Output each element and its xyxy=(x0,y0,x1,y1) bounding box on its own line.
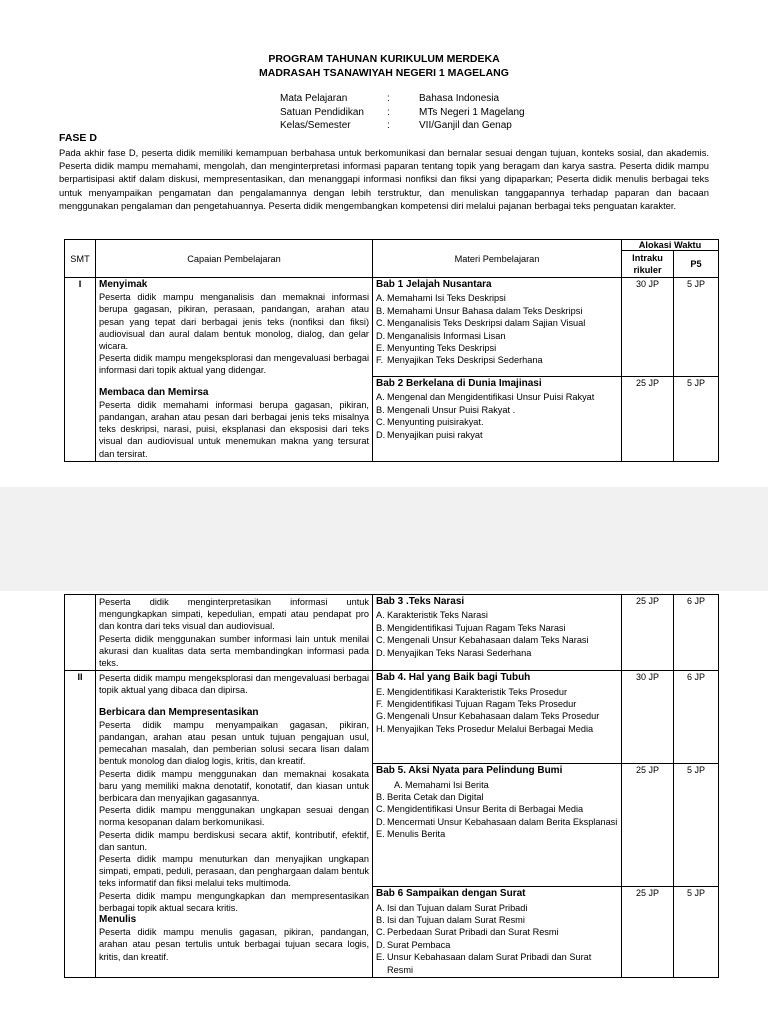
item-letter: B. xyxy=(376,404,385,415)
meta-value: MTs Negeri 1 Magelang xyxy=(419,106,525,118)
header-capaian: Capaian Pembelajaran xyxy=(96,240,373,278)
list-item xyxy=(376,926,618,938)
doc-title-line2: MADRASAH TSANAWIYAH NEGERI 1 MAGELANG xyxy=(259,67,509,79)
capaian-para: Peserta didik mampu menulis gagasan, pikiran, pandangan, arahan atau pesan tertulis untuk berbagai tujuan secara logis, kritis, dan kreatif. xyxy=(99,927,369,962)
item-letter: E. xyxy=(376,829,385,840)
meta-row xyxy=(280,92,525,106)
item-letter: A. xyxy=(376,392,385,403)
program-table-page2 xyxy=(64,594,719,978)
item-letter: C. xyxy=(376,417,386,428)
list-item xyxy=(376,723,618,735)
item-text: Surat Pembaca xyxy=(387,939,451,950)
item-text: Mengidentifikasi Tujuan Ragam Teks Narasi xyxy=(387,622,566,633)
table-row xyxy=(65,671,719,764)
item-text: Karakteristik Teks Narasi xyxy=(387,610,488,621)
capaian-para: Peserta didik mampu berdiskusi secara aktif, kontributif, efektif, dan santun. xyxy=(99,829,369,852)
item-letter: D. xyxy=(376,330,386,341)
header-smt: SMT xyxy=(65,240,96,278)
item-text: Mengenali Unsur Puisi Rakyat . xyxy=(387,404,516,415)
item-letter: B. xyxy=(376,622,385,633)
materi-list xyxy=(376,292,618,366)
capaian-para: Peserta didik mampu mengeksplorasi dan mengevaluasi berbagai topik aktual yang dibaca dan dipirsa. xyxy=(99,673,369,696)
materi-list xyxy=(376,686,618,736)
item-letter: D. xyxy=(376,647,386,658)
item-text: Unsur Kebahasaan dalam Surat Pribadi dan Surat Resmi xyxy=(387,952,592,975)
list-item xyxy=(376,416,618,428)
item-letter: B. xyxy=(376,305,385,316)
list-item xyxy=(376,710,618,722)
item-letter: A. xyxy=(394,779,403,790)
item-letter: D. xyxy=(376,429,386,440)
item-letter: F. xyxy=(376,355,384,366)
item-text: Memahami Isi Teks Deskripsi xyxy=(387,293,506,304)
materi-cell xyxy=(373,377,622,462)
list-item xyxy=(376,816,618,828)
item-text: Mengidentifikasi Unsur Berita di Berbagai Media xyxy=(387,804,584,815)
list-item xyxy=(376,698,618,710)
p5-cell: 5 JP xyxy=(674,377,719,462)
item-text: Mengenali Unsur Kebahasaan dalam Teks Narasi xyxy=(387,635,589,646)
capaian-para: Peserta didik mampu mengungkapkan dan mempresentasikan berbagai topik aktual secara kritis. xyxy=(99,890,369,913)
bab-title: Bab 1 Jelajah Nusantara xyxy=(376,279,492,290)
table-row xyxy=(65,595,719,671)
page-break xyxy=(0,487,768,591)
capaian-para: Peserta didik mampu menggunakan dan memaknai kosakata baru yang memiliki makna denotatif, konotatif, dan kiasan untuk berbicara dan menyajikan gagasannya. xyxy=(99,768,369,804)
doc-title-line1: PROGRAM TAHUNAN KURIKULUM MERDEKA xyxy=(268,53,500,65)
fase-title: FASE D xyxy=(59,132,97,144)
item-letter: G. xyxy=(376,711,386,722)
semester-cell: II xyxy=(65,671,96,978)
capaian-cell xyxy=(96,278,373,462)
item-text: Menyajikan Teks Narasi Sederhana xyxy=(387,647,532,658)
capaian-para: Peserta didik memahami informasi berupa gagasan, pikiran, pandangan, arahan atau pesan dari berbagai jenis teks misalnya teks deskripsi, narasi, puisi, eksplanasi dan eksposisi dari teks visual dan audiovisual untuk menemukan makna yang tersurat dan tersirat. xyxy=(99,399,369,459)
item-text: Mencermati Unsur Kebahasaan dalam Berita Eksplanasi xyxy=(387,816,618,827)
capaian-para: Peserta didik mampu menggunakan ungkapan sesuai dengan norma kesopanan dalam berkomunikasi. xyxy=(99,805,369,828)
capaian-para: Peserta didik mampu menyampaikan gagasan, pikiran, pandangan, arahan atau pesan untuk tujuan pengajuan usul, pemecahan masalah, dan pemberian solusi secara lisan dalam bentuk monolog dan dialog logis, kritis, dan kreatif. xyxy=(99,719,369,767)
list-item xyxy=(376,330,618,342)
item-letter: C. xyxy=(376,635,386,646)
capaian-para: Peserta didik menginterpretasikan informasi untuk mengungkapkan simpati, kepedulian, empati atau pendapat pro dan kontra dari teks visual dan audiovisual. xyxy=(99,597,369,632)
item-letter: A. xyxy=(376,610,385,621)
intra-cell: 25 JP xyxy=(622,595,674,671)
intra-cell: 30 JP xyxy=(622,278,674,377)
header-row xyxy=(65,240,719,251)
item-text: Menyajikan Teks Prosedur Melalui Berbagai Media xyxy=(387,723,594,734)
header-materi: Materi Pembelajaran xyxy=(373,240,622,278)
item-letter: E. xyxy=(376,952,385,963)
item-letter: D. xyxy=(376,939,386,950)
list-item xyxy=(376,686,618,698)
materi-cell xyxy=(373,764,622,887)
materi-cell xyxy=(373,887,622,978)
item-text: Menyunting Teks Deskripsi xyxy=(387,343,497,354)
item-text: Menganalisis Informasi Lisan xyxy=(387,330,506,341)
list-item xyxy=(376,634,618,646)
p5-cell: 6 JP xyxy=(674,671,719,764)
item-text: Menganalisis Teks Deskripsi dalam Sajian Visual xyxy=(387,318,586,329)
materi-list xyxy=(376,779,618,841)
capaian-heading: Menulis xyxy=(99,914,137,926)
bab-title: Bab 5. Aksi Nyata para Pelindung Bumi xyxy=(376,765,563,777)
item-letter: F. xyxy=(376,699,384,710)
list-item xyxy=(376,803,618,815)
bab-title: Bab 2 Berkelana di Dunia Imajinasi xyxy=(376,378,542,389)
item-text: Mengenali Unsur Kebahasaan dalam Teks Prosedur xyxy=(387,711,600,722)
item-letter: B. xyxy=(376,915,385,926)
item-text: Menulis Berita xyxy=(387,829,446,840)
item-text: Menyajikan Teks Deskripsi Sederhana xyxy=(387,355,543,366)
list-item xyxy=(376,779,618,791)
list-item xyxy=(376,342,618,354)
meta-colon: : xyxy=(387,120,390,131)
item-letter: H. xyxy=(376,723,386,734)
doc-meta xyxy=(280,92,525,133)
meta-colon: : xyxy=(387,93,390,104)
item-text: Mengenal dan Mengidentifikasi Unsur Puisi Rakyat xyxy=(387,392,595,403)
bab-title: Bab 3 .Teks Narasi xyxy=(376,596,465,607)
list-item xyxy=(376,939,618,951)
list-item xyxy=(376,305,618,317)
meta-key: Satuan Pendidikan xyxy=(280,106,364,118)
capaian-heading: Membaca dan Memirsa xyxy=(99,386,209,398)
item-text: Perbedaan Surat Pribadi dan Surat Resmi xyxy=(387,927,559,938)
item-text: Mengidentifikasi Karakteristik Teks Prosedur xyxy=(387,686,568,697)
item-letter: A. xyxy=(376,293,385,304)
meta-key: Mata Pelajaran xyxy=(280,93,348,104)
p5-cell: 5 JP xyxy=(674,887,719,978)
p5-cell: 5 JP xyxy=(674,278,719,377)
item-text: Menyunting puisirakyat. xyxy=(387,417,484,428)
materi-cell xyxy=(373,671,622,764)
intra-cell: 25 JP xyxy=(622,764,674,887)
materi-cell xyxy=(373,278,622,377)
intra-cell: 25 JP xyxy=(622,887,674,978)
list-item xyxy=(376,354,618,366)
capaian-para: Peserta didik mampu menuturkan dan menyajikan ungkapan simpati, empati, peduli, perasaan, dan penghargaan dalam bentuk teks informatif dan fiksi melalui teks multimoda. xyxy=(99,854,369,889)
list-item xyxy=(376,292,618,304)
list-item xyxy=(376,622,618,634)
intra-cell: 30 JP xyxy=(622,671,674,764)
materi-list xyxy=(376,902,618,976)
header-intra: Intraku rikuler xyxy=(622,251,674,278)
meta-row xyxy=(280,119,525,133)
item-text: Memahami Isi Berita xyxy=(405,779,489,790)
list-item xyxy=(376,902,618,914)
item-letter: C. xyxy=(376,927,386,938)
header-alokasi: Alokasi Waktu xyxy=(622,240,719,251)
semester-cell xyxy=(65,595,96,671)
list-item xyxy=(376,391,618,403)
list-item xyxy=(376,609,618,621)
p5-cell: 5 JP xyxy=(674,764,719,887)
item-letter: C. xyxy=(376,318,386,329)
program-table-page1 xyxy=(64,239,719,462)
capaian-cell xyxy=(96,595,373,671)
table-row xyxy=(65,278,719,377)
capaian-heading: Menyimak xyxy=(99,279,148,290)
list-item xyxy=(376,951,618,976)
materi-cell xyxy=(373,595,622,671)
header-p5: P5 xyxy=(674,251,719,278)
semester-cell: I xyxy=(65,278,96,462)
meta-colon: : xyxy=(387,106,390,118)
list-item xyxy=(376,404,618,416)
item-letter: C. xyxy=(376,804,386,815)
item-text: Berita Cetak dan Digital xyxy=(387,792,484,803)
item-text: Isi dan Tujuan dalam Surat Resmi xyxy=(387,915,525,926)
bab-title: Bab 6 Sampaikan dengan Surat xyxy=(376,888,526,900)
list-item xyxy=(376,317,618,329)
p5-cell: 6 JP xyxy=(674,595,719,671)
bab-title: Bab 4. Hal yang Baik bagi Tubuh xyxy=(376,672,531,684)
item-letter: E. xyxy=(376,343,385,354)
item-letter: A. xyxy=(376,902,385,913)
list-item xyxy=(376,647,618,659)
list-item xyxy=(376,914,618,926)
meta-key: Kelas/Semester xyxy=(280,120,351,131)
item-text: Menyajikan puisi rakyat xyxy=(387,429,483,440)
list-item xyxy=(376,791,618,803)
list-item xyxy=(376,828,618,840)
item-letter: E. xyxy=(376,686,385,697)
capaian-cell xyxy=(96,671,373,978)
item-text: Mengidentifikasi Tujuan Ragam Teks Prosedur xyxy=(387,699,577,710)
item-letter: B. xyxy=(376,792,385,803)
meta-value: VII/Ganjil dan Genap xyxy=(419,120,512,131)
meta-value: Bahasa Indonesia xyxy=(419,93,500,104)
list-item xyxy=(376,429,618,441)
intra-cell: 25 JP xyxy=(622,377,674,462)
item-text: Memahami Unsur Bahasa dalam Teks Deskripsi xyxy=(387,305,583,316)
fase-description: Pada akhir fase D, peserta didik memiliki kemampuan berbahasa untuk berkomunikasi dan bernalar sesuai dengan tujuan, konteks sosial, dan akademis. Peserta didik mampu memahami, mengolah, dan menginterpretasi informasi paparan tentang topik yang beragam dan karya sastra. Peserta didik mampu berpartisipasi aktif dalam diskusi, mempresentasikan, dan menanggapi informasi nonfiksi dan fiksi yang dipaparkan; Peserta didik menulis berbagai teks untuk menyampaikan pengamatan dan pengalamannya dengan lebih terstruktur, dan menuliskan tanggapannya terhadap paparan dan bacaan menggunakan pengalaman dan pengetahuannya. Peserta didik mengembangkan kompetensi diri melalui pajanan berbagai teks penguatan karakter. xyxy=(59,147,709,211)
meta-row xyxy=(280,106,525,120)
capaian-heading: Berbicara dan Mempresentasikan xyxy=(99,706,259,718)
capaian-para: Peserta didik mampu mengeksplorasi dan mengevaluasi berbagai informasi dari topik aktual yang didengar. xyxy=(99,353,369,376)
materi-list xyxy=(376,391,618,441)
capaian-para: Peserta didik menggunakan sumber informasi lain untuk menilai akurasi dan kualitas data serta membandingkan informasi pada teks. xyxy=(99,633,369,669)
item-letter: D. xyxy=(376,816,386,827)
item-text: Isi dan Tujuan dalam Surat Pribadi xyxy=(387,902,528,913)
capaian-para: Peserta didik mampu menganalisis dan memaknai informasi berupa gagasan, pikiran, perasaan, pandangan, arahan atau pesan yang tepat dari berbagai jenis teks (nonfiksi dan fiksi) audiovisual dan aural dalam bentuk monolog, dialog, dan gelar wicara. xyxy=(99,292,369,352)
materi-list xyxy=(376,609,618,659)
